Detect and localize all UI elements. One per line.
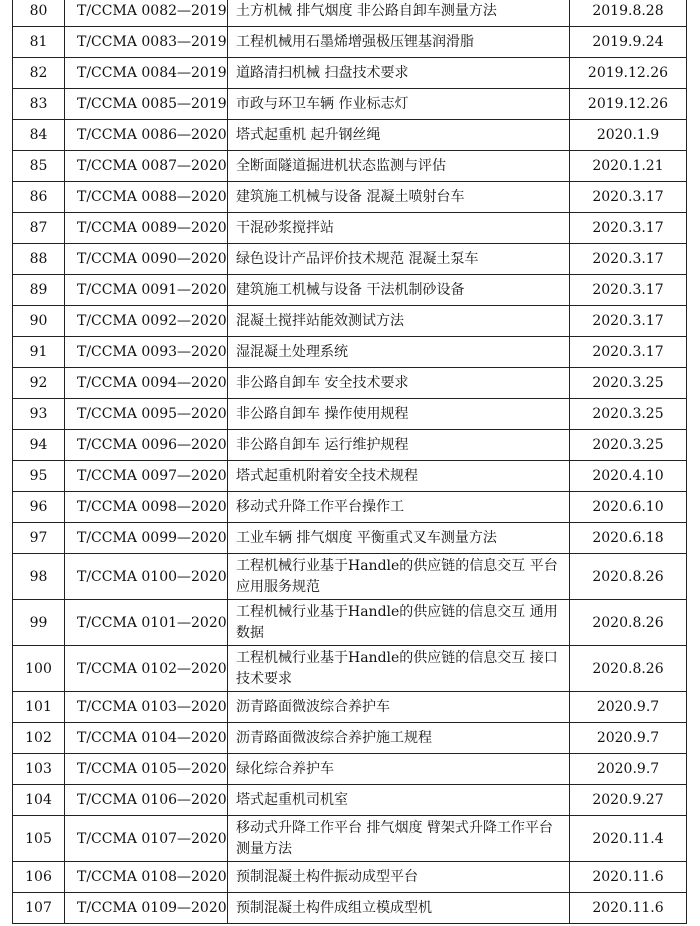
standard-code: T/CCMA 0101—2020 — [65, 600, 228, 646]
row-number: 99 — [13, 600, 65, 646]
table-row — [13, 337, 687, 368]
table-row — [13, 492, 687, 523]
standard-title: 塔式起重机附着安全技术规程 — [228, 461, 570, 492]
standard-code: T/CCMA 0090—2020 — [65, 244, 228, 275]
standard-code: T/CCMA 0091—2020 — [65, 275, 228, 306]
row-number: 91 — [13, 337, 65, 368]
table-row — [13, 754, 687, 785]
release-date: 2020.3.17 — [570, 306, 687, 337]
standard-title: 市政与环卫车辆 作业标志灯 — [228, 89, 570, 120]
row-number: 87 — [13, 213, 65, 244]
row-number: 96 — [13, 492, 65, 523]
release-date: 2020.9.7 — [570, 723, 687, 754]
release-date: 2020.1.9 — [570, 120, 687, 151]
standard-code: T/CCMA 0094—2020 — [65, 368, 228, 399]
row-number: 80 — [13, 0, 65, 27]
table-row — [13, 182, 687, 213]
release-date: 2020.3.17 — [570, 275, 687, 306]
release-date: 2020.3.25 — [570, 399, 687, 430]
row-number: 81 — [13, 27, 65, 58]
table-row — [13, 461, 687, 492]
release-date: 2020.3.25 — [570, 430, 687, 461]
row-number: 82 — [13, 58, 65, 89]
table-row — [13, 430, 687, 461]
standard-code: T/CCMA 0102—2020 — [65, 646, 228, 692]
standard-code: T/CCMA 0100—2020 — [65, 554, 228, 600]
row-number: 105 — [13, 816, 65, 862]
standard-code: T/CCMA 0085—2019 — [65, 89, 228, 120]
row-number: 101 — [13, 692, 65, 723]
row-number: 97 — [13, 523, 65, 554]
release-date: 2020.1.21 — [570, 151, 687, 182]
table-row — [13, 120, 687, 151]
row-number: 98 — [13, 554, 65, 600]
row-number: 103 — [13, 754, 65, 785]
standard-code: T/CCMA 0109—2020 — [65, 893, 228, 924]
release-date: 2020.6.10 — [570, 492, 687, 523]
release-date: 2019.12.26 — [570, 58, 687, 89]
release-date: 2020.11.6 — [570, 862, 687, 893]
standard-code: T/CCMA 0087—2020 — [65, 151, 228, 182]
table-row — [13, 58, 687, 89]
standard-code: T/CCMA 0107—2020 — [65, 816, 228, 862]
table-row — [13, 151, 687, 182]
release-date: 2020.9.7 — [570, 692, 687, 723]
row-number: 100 — [13, 646, 65, 692]
standard-code: T/CCMA 0108—2020 — [65, 862, 228, 893]
standard-code: T/CCMA 0088—2020 — [65, 182, 228, 213]
table-row — [13, 368, 687, 399]
table-row — [13, 893, 687, 924]
table-row — [13, 862, 687, 893]
standard-title: 预制混凝土构件振动成型平台 — [228, 862, 570, 893]
release-date: 2020.4.10 — [570, 461, 687, 492]
table-row — [13, 27, 687, 58]
standard-code: T/CCMA 0095—2020 — [65, 399, 228, 430]
row-number: 104 — [13, 785, 65, 816]
standard-code: T/CCMA 0082—2019 — [65, 0, 228, 27]
release-date: 2019.12.26 — [570, 89, 687, 120]
standard-title: 全断面隧道掘进机状态监测与评估 — [228, 151, 570, 182]
standard-title: 工业车辆 排气烟度 平衡重式叉车测量方法 — [228, 523, 570, 554]
table-row — [13, 213, 687, 244]
standard-code: T/CCMA 0086—2020 — [65, 120, 228, 151]
row-number: 95 — [13, 461, 65, 492]
release-date: 2020.6.18 — [570, 523, 687, 554]
release-date: 2020.9.7 — [570, 754, 687, 785]
release-date: 2020.3.17 — [570, 213, 687, 244]
table-row — [13, 816, 687, 862]
row-number: 92 — [13, 368, 65, 399]
table-row — [13, 275, 687, 306]
standards-table — [12, 0, 687, 924]
row-number: 94 — [13, 430, 65, 461]
standard-title: 土方机械 排气烟度 非公路自卸车测量方法 — [228, 0, 570, 27]
release-date: 2019.9.24 — [570, 27, 687, 58]
table-row — [13, 523, 687, 554]
release-date: 2020.3.17 — [570, 182, 687, 213]
row-number: 89 — [13, 275, 65, 306]
table-row — [13, 723, 687, 754]
standard-code: T/CCMA 0089—2020 — [65, 213, 228, 244]
standard-code: T/CCMA 0105—2020 — [65, 754, 228, 785]
standard-code: T/CCMA 0097—2020 — [65, 461, 228, 492]
table-row — [13, 0, 687, 27]
release-date: 2020.11.6 — [570, 893, 687, 924]
standard-title: 移动式升降工作平台 排气烟度 臂架式升降工作平台测量方法 — [228, 816, 570, 862]
standard-title: 湿混凝土处理系统 — [228, 337, 570, 368]
standard-title: 道路清扫机械 扫盘技术要求 — [228, 58, 570, 89]
standard-code: T/CCMA 0098—2020 — [65, 492, 228, 523]
standard-code: T/CCMA 0099—2020 — [65, 523, 228, 554]
standard-title: 非公路自卸车 操作使用规程 — [228, 399, 570, 430]
standard-title: 移动式升降工作平台操作工 — [228, 492, 570, 523]
release-date: 2020.8.26 — [570, 554, 687, 600]
standard-title: 绿色设计产品评价技术规范 混凝土泵车 — [228, 244, 570, 275]
table-row — [13, 244, 687, 275]
release-date: 2020.3.17 — [570, 337, 687, 368]
standard-code: T/CCMA 0083—2019 — [65, 27, 228, 58]
standard-title: 预制混凝土构件成组立模成型机 — [228, 893, 570, 924]
standard-title: 绿化综合养护车 — [228, 754, 570, 785]
standard-title: 沥青路面微波综合养护车 — [228, 692, 570, 723]
standard-title: 沥青路面微波综合养护施工规程 — [228, 723, 570, 754]
standard-title: 建筑施工机械与设备 干法机制砂设备 — [228, 275, 570, 306]
standard-title: 非公路自卸车 安全技术要求 — [228, 368, 570, 399]
standard-code: T/CCMA 0093—2020 — [65, 337, 228, 368]
standard-title: 工程机械用石墨烯增强极压锂基润滑脂 — [228, 27, 570, 58]
release-date: 2020.3.17 — [570, 244, 687, 275]
table-row — [13, 399, 687, 430]
row-number: 107 — [13, 893, 65, 924]
release-date: 2020.8.26 — [570, 646, 687, 692]
row-number: 88 — [13, 244, 65, 275]
row-number: 85 — [13, 151, 65, 182]
release-date: 2020.11.4 — [570, 816, 687, 862]
release-date: 2020.8.26 — [570, 600, 687, 646]
row-number: 106 — [13, 862, 65, 893]
standard-code: T/CCMA 0096—2020 — [65, 430, 228, 461]
standard-code: T/CCMA 0104—2020 — [65, 723, 228, 754]
release-date: 2019.8.28 — [570, 0, 687, 27]
standard-title: 混凝土搅拌站能效测试方法 — [228, 306, 570, 337]
standard-code: T/CCMA 0103—2020 — [65, 692, 228, 723]
row-number: 93 — [13, 399, 65, 430]
table-row — [13, 306, 687, 337]
row-number: 84 — [13, 120, 65, 151]
standard-title: 工程机械行业基于Handle的供应链的信息交互 通用数据 — [228, 600, 570, 646]
table-row — [13, 646, 687, 692]
standard-title: 工程机械行业基于Handle的供应链的信息交互 平台应用服务规范 — [228, 554, 570, 600]
standard-code: T/CCMA 0084—2019 — [65, 58, 228, 89]
release-date: 2020.3.25 — [570, 368, 687, 399]
standard-title: 非公路自卸车 运行维护规程 — [228, 430, 570, 461]
table-row — [13, 89, 687, 120]
table-row — [13, 692, 687, 723]
row-number: 83 — [13, 89, 65, 120]
standard-code: T/CCMA 0106—2020 — [65, 785, 228, 816]
release-date: 2020.9.27 — [570, 785, 687, 816]
standard-title: 塔式起重机司机室 — [228, 785, 570, 816]
standard-title: 建筑施工机械与设备 混凝土喷射台车 — [228, 182, 570, 213]
table-row — [13, 554, 687, 600]
standard-title: 干混砂浆搅拌站 — [228, 213, 570, 244]
standard-title: 塔式起重机 起升钢丝绳 — [228, 120, 570, 151]
table-row — [13, 785, 687, 816]
row-number: 102 — [13, 723, 65, 754]
standard-title: 工程机械行业基于Handle的供应链的信息交互 接口技术要求 — [228, 646, 570, 692]
row-number: 90 — [13, 306, 65, 337]
standard-code: T/CCMA 0092—2020 — [65, 306, 228, 337]
row-number: 86 — [13, 182, 65, 213]
table-row — [13, 600, 687, 646]
